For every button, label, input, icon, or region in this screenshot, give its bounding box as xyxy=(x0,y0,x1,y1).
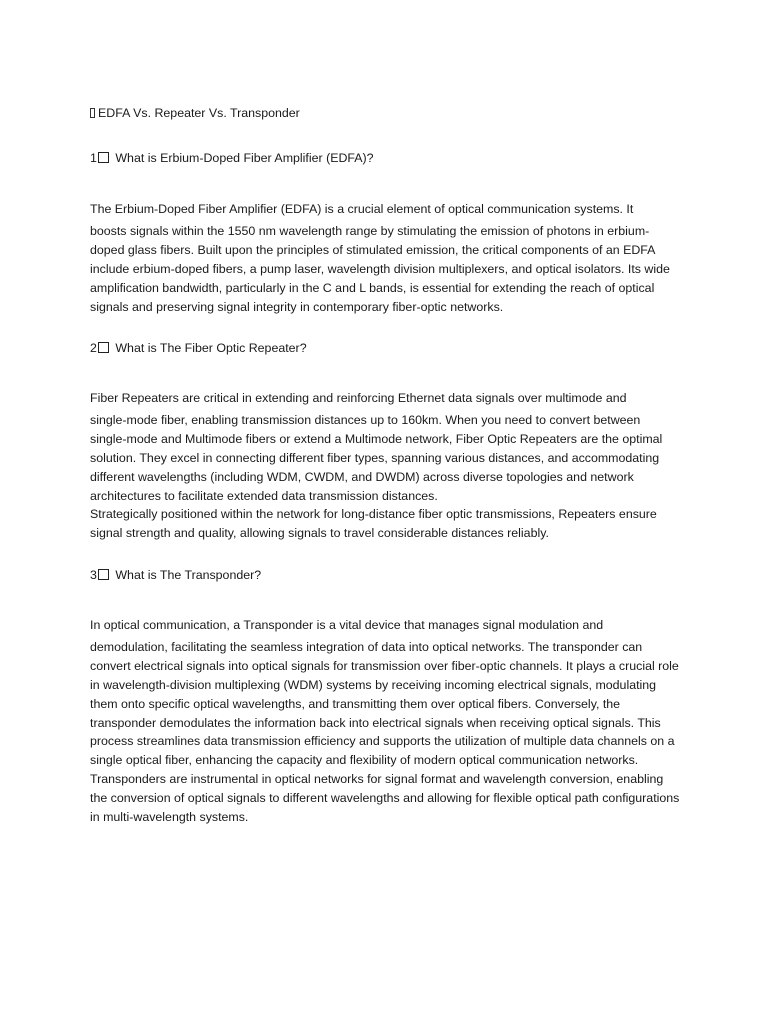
section-3-paragraph xyxy=(90,616,680,827)
section-2-number: 2 xyxy=(90,341,97,355)
section-2-first-line: Fiber Repeaters are critical in extending and reinforcing Ethernet data signals over multimode and xyxy=(90,391,627,405)
section-1-heading xyxy=(90,149,374,167)
section-2-question: What is The Fiber Optic Repeater? xyxy=(115,341,307,355)
section-2-body: single-mode fiber, enabling transmission distances up to 160km. When you need to convert between single-mode and Multimode fibers or extend a Multimode network, Fiber Optic Repeaters are the optimal solution. They excel in connecting different fiber types, spanning various distances, and accommodating different wavelengths (including WDM, CWDM, and DWDM) across diverse topologies and network architectures to facilitate extended data transmission distances. xyxy=(90,412,663,503)
keycap-box-icon xyxy=(98,342,109,353)
section-2-heading xyxy=(90,339,307,357)
section-3-first-line: In optical communication, a Transponder is a vital device that manages signal modulation and xyxy=(90,618,604,632)
section-2-paragraph xyxy=(90,389,680,543)
section-1-first-line: The Erbium-Doped Fiber Amplifier (EDFA) is a crucial element of optical communication systems. It xyxy=(90,202,634,216)
document-title-text: EDFA Vs. Repeater Vs. Transponder xyxy=(98,106,300,120)
section-1-number: 1 xyxy=(90,151,97,165)
section-3-question: What is The Transponder? xyxy=(115,568,262,582)
keycap-box-icon xyxy=(98,152,109,163)
section-3-heading xyxy=(90,566,261,584)
section-3-body: demodulation, facilitating the seamless integration of data into optical networks. The transponder can convert electrical signals into optical signals for transmission over fiber-optic channels. It plays a crucial role in wavelength-division multiplexing (WDM) systems by receiving incoming electrical signals, modulating them onto specific optical wavelengths, and transmitting them over optical fibers. Conversely, the transponder demodulates the information back into electrical signals when receiving optical signals. This process streamlines data transmission efficiency and supports the utilization of multiple data channels on a single optical fiber, enhancing the capacity and flexibility of modern optical communication networks. xyxy=(90,639,679,768)
section-1-body: boosts signals within the 1550 nm wavelength range by stimulating the emission of photons in erbium-doped glass fibers. Built upon the principles of stimulated emission, the critical components of an EDFA include erbium-doped fibers, a pump laser, wavelength division multiplexers, and optical isolators. Its wide amplification bandwidth, particularly in the C and L bands, is essential for extending the reach of optical signals and preserving signal integrity in contemporary fiber-optic networks. xyxy=(90,223,670,314)
section-3-body-2: Transponders are instrumental in optical networks for signal format and wavelength conversion, enabling the conversion of optical signals to different wavelengths and allowing for flexible optical path configurations in multi-wavelength systems. xyxy=(90,772,680,825)
section-1-paragraph xyxy=(90,200,680,316)
keycap-box-icon xyxy=(98,569,109,580)
document-title xyxy=(90,104,300,122)
section-3-number: 3 xyxy=(90,568,97,582)
section-2-body-2: Strategically positioned within the network for long-distance fiber optic transmissions, Repeaters ensure signal strength and quality, allowing signals to travel considerable distances reliably. xyxy=(90,507,657,541)
missing-glyph-icon xyxy=(90,108,95,118)
section-1-question: What is Erbium-Doped Fiber Amplifier (EDFA)? xyxy=(115,151,374,165)
